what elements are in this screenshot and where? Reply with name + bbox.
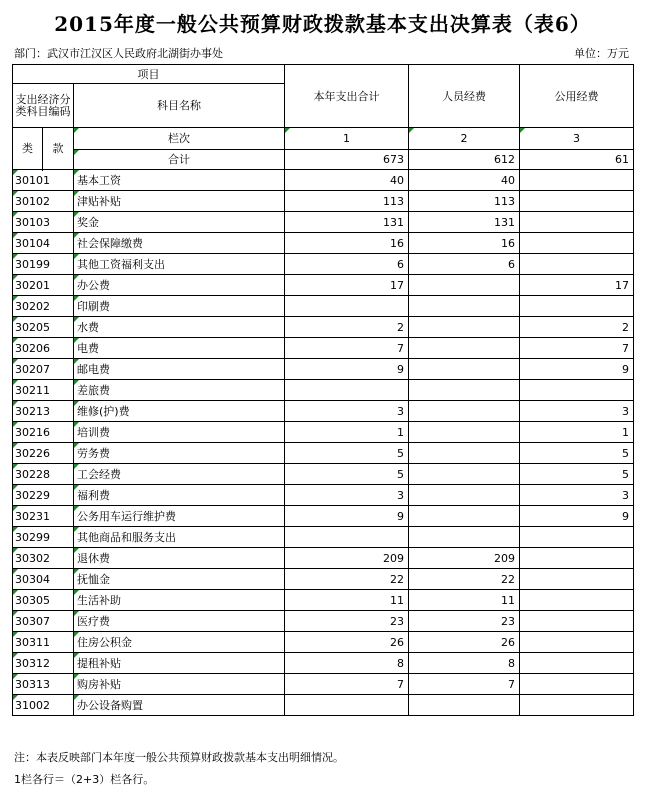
row-code: 30103 bbox=[13, 212, 74, 233]
row-personnel bbox=[409, 401, 520, 422]
row-total: 7 bbox=[285, 338, 409, 359]
row-personnel: 7 bbox=[409, 674, 520, 695]
col-number-2: 2 bbox=[409, 128, 520, 150]
row-total: 11 bbox=[285, 590, 409, 611]
table-row bbox=[13, 674, 634, 695]
table-row bbox=[13, 233, 634, 254]
row-public bbox=[520, 695, 634, 716]
row-personnel bbox=[409, 695, 520, 716]
row-public: 9 bbox=[520, 359, 634, 380]
row-code: 30213 bbox=[13, 401, 74, 422]
row-public bbox=[520, 170, 634, 191]
table-row bbox=[13, 338, 634, 359]
row-personnel: 23 bbox=[409, 611, 520, 632]
row-subject-name: 退休费 bbox=[74, 548, 285, 569]
table-row bbox=[13, 548, 634, 569]
row-subject-name: 水费 bbox=[74, 317, 285, 338]
row-code: 31002 bbox=[13, 695, 74, 716]
table-row bbox=[13, 296, 634, 317]
row-personnel bbox=[409, 527, 520, 548]
table-row bbox=[13, 485, 634, 506]
row-subject-name: 津贴补贴 bbox=[74, 191, 285, 212]
row-personnel: 16 bbox=[409, 233, 520, 254]
row-total bbox=[285, 527, 409, 548]
row-personnel bbox=[409, 485, 520, 506]
row-public bbox=[520, 254, 634, 275]
row-personnel bbox=[409, 296, 520, 317]
row-total: 22 bbox=[285, 569, 409, 590]
row-code: 30304 bbox=[13, 569, 74, 590]
row-code: 30216 bbox=[13, 422, 74, 443]
row-total bbox=[285, 380, 409, 401]
row-personnel bbox=[409, 317, 520, 338]
header-kuan: 款 bbox=[43, 128, 74, 170]
row-personnel: 209 bbox=[409, 548, 520, 569]
table-row bbox=[13, 422, 634, 443]
row-public: 1 bbox=[520, 422, 634, 443]
row-public bbox=[520, 548, 634, 569]
row-personnel bbox=[409, 359, 520, 380]
row-code: 30104 bbox=[13, 233, 74, 254]
row-public: 5 bbox=[520, 443, 634, 464]
row-public: 3 bbox=[520, 485, 634, 506]
row-total: 8 bbox=[285, 653, 409, 674]
row-code: 30305 bbox=[13, 590, 74, 611]
department-label: 部门：武汉市江汉区人民政府北湖街办事处 bbox=[14, 47, 223, 60]
heji-personnel: 612 bbox=[409, 150, 520, 170]
header-subject-name: 科目名称 bbox=[74, 84, 285, 128]
header-lei: 类 bbox=[13, 128, 43, 170]
row-total: 9 bbox=[285, 359, 409, 380]
row-public: 2 bbox=[520, 317, 634, 338]
row-subject-name: 医疗费 bbox=[74, 611, 285, 632]
row-subject-name: 社会保障缴费 bbox=[74, 233, 285, 254]
row-personnel bbox=[409, 422, 520, 443]
notes bbox=[14, 747, 344, 791]
row-subject-name: 基本工资 bbox=[74, 170, 285, 191]
row-subject-name: 办公费 bbox=[74, 275, 285, 296]
header-econ-code: 支出经济分类科目编码 bbox=[13, 84, 74, 128]
row-public bbox=[520, 233, 634, 254]
row-total: 40 bbox=[285, 170, 409, 191]
row-public bbox=[520, 191, 634, 212]
row-public bbox=[520, 527, 634, 548]
row-personnel: 26 bbox=[409, 632, 520, 653]
row-code: 30311 bbox=[13, 632, 74, 653]
row-public bbox=[520, 653, 634, 674]
row-public: 7 bbox=[520, 338, 634, 359]
row-total: 23 bbox=[285, 611, 409, 632]
row-code: 30228 bbox=[13, 464, 74, 485]
row-code: 30202 bbox=[13, 296, 74, 317]
row-total: 6 bbox=[285, 254, 409, 275]
row-total: 209 bbox=[285, 548, 409, 569]
table-row bbox=[13, 254, 634, 275]
row-code: 30226 bbox=[13, 443, 74, 464]
table-row bbox=[13, 506, 634, 527]
row-subject-name: 印刷费 bbox=[74, 296, 285, 317]
header-project: 项目 bbox=[13, 65, 285, 84]
row-personnel bbox=[409, 380, 520, 401]
col-number-1: 1 bbox=[285, 128, 409, 150]
row-personnel: 11 bbox=[409, 590, 520, 611]
row-personnel: 113 bbox=[409, 191, 520, 212]
heji-total: 673 bbox=[285, 150, 409, 170]
table-row bbox=[13, 653, 634, 674]
row-total: 5 bbox=[285, 464, 409, 485]
table-row bbox=[13, 695, 634, 716]
row-personnel bbox=[409, 338, 520, 359]
row-public: 9 bbox=[520, 506, 634, 527]
row-public bbox=[520, 674, 634, 695]
row-subject-name: 其他商品和服务支出 bbox=[74, 527, 285, 548]
row-public bbox=[520, 569, 634, 590]
row-code: 30307 bbox=[13, 611, 74, 632]
row-total: 5 bbox=[285, 443, 409, 464]
row-personnel: 22 bbox=[409, 569, 520, 590]
row-public bbox=[520, 611, 634, 632]
row-public: 17 bbox=[520, 275, 634, 296]
row-subject-name: 奖金 bbox=[74, 212, 285, 233]
row-total: 3 bbox=[285, 485, 409, 506]
row-code: 30206 bbox=[13, 338, 74, 359]
heji-label: 合计 bbox=[74, 150, 285, 170]
table-row bbox=[13, 170, 634, 191]
row-subject-name: 劳务费 bbox=[74, 443, 285, 464]
row-public bbox=[520, 380, 634, 401]
row-subject-name: 生活补助 bbox=[74, 590, 285, 611]
row-total: 113 bbox=[285, 191, 409, 212]
table-row bbox=[13, 569, 634, 590]
table-row bbox=[13, 380, 634, 401]
row-subject-name: 工会经费 bbox=[74, 464, 285, 485]
row-subject-name: 抚恤金 bbox=[74, 569, 285, 590]
row-code: 30201 bbox=[13, 275, 74, 296]
row-public bbox=[520, 590, 634, 611]
row-public bbox=[520, 212, 634, 233]
row-subject-name: 邮电费 bbox=[74, 359, 285, 380]
row-personnel bbox=[409, 464, 520, 485]
row-code: 30302 bbox=[13, 548, 74, 569]
row-subject-name: 福利费 bbox=[74, 485, 285, 506]
row-subject-name: 差旅费 bbox=[74, 380, 285, 401]
row-code: 30299 bbox=[13, 527, 74, 548]
row-code: 30205 bbox=[13, 317, 74, 338]
row-public: 3 bbox=[520, 401, 634, 422]
col-number-3: 3 bbox=[520, 128, 634, 150]
row-personnel bbox=[409, 506, 520, 527]
row-code: 30102 bbox=[13, 191, 74, 212]
row-public: 5 bbox=[520, 464, 634, 485]
table-row bbox=[13, 464, 634, 485]
heji-public: 61 bbox=[520, 150, 634, 170]
row-personnel: 40 bbox=[409, 170, 520, 191]
row-total: 7 bbox=[285, 674, 409, 695]
header-col-personnel: 人员经费 bbox=[409, 65, 520, 128]
row-total: 2 bbox=[285, 317, 409, 338]
row-total: 16 bbox=[285, 233, 409, 254]
page-title: 2015年度一般公共预算财政拨款基本支出决算表（表6） bbox=[54, 12, 591, 36]
table-row bbox=[13, 632, 634, 653]
row-total: 1 bbox=[285, 422, 409, 443]
row-total: 3 bbox=[285, 401, 409, 422]
row-total: 17 bbox=[285, 275, 409, 296]
table-row bbox=[13, 212, 634, 233]
row-total bbox=[285, 296, 409, 317]
table-row bbox=[13, 359, 634, 380]
row-subject-name: 电费 bbox=[74, 338, 285, 359]
row-subject-name: 其他工资福利支出 bbox=[74, 254, 285, 275]
note-1: 注：本表反映部门本年度一般公共预算财政拨款基本支出明细情况。 bbox=[14, 751, 344, 764]
row-subject-name: 培训费 bbox=[74, 422, 285, 443]
row-total: 9 bbox=[285, 506, 409, 527]
table-row bbox=[13, 401, 634, 422]
table-row bbox=[13, 275, 634, 296]
row-subject-name: 住房公积金 bbox=[74, 632, 285, 653]
row-code: 30199 bbox=[13, 254, 74, 275]
table-row bbox=[13, 527, 634, 548]
row-total: 26 bbox=[285, 632, 409, 653]
table-row bbox=[13, 191, 634, 212]
unit-label: 单位：万元 bbox=[574, 47, 629, 60]
row-subject-name: 维修(护)费 bbox=[74, 401, 285, 422]
row-code: 30207 bbox=[13, 359, 74, 380]
row-total bbox=[285, 695, 409, 716]
note-2: 1栏各行＝（2+3）栏各行。 bbox=[14, 773, 155, 786]
table-row bbox=[13, 611, 634, 632]
row-personnel bbox=[409, 275, 520, 296]
header-lanci: 栏次 bbox=[74, 128, 285, 150]
header-col-public: 公用经费 bbox=[520, 65, 634, 128]
row-code: 30101 bbox=[13, 170, 74, 191]
row-subject-name: 购房补贴 bbox=[74, 674, 285, 695]
row-public bbox=[520, 296, 634, 317]
row-code: 30312 bbox=[13, 653, 74, 674]
row-personnel bbox=[409, 443, 520, 464]
table-row bbox=[13, 443, 634, 464]
table-row bbox=[13, 590, 634, 611]
row-personnel: 131 bbox=[409, 212, 520, 233]
row-subject-name: 提租补贴 bbox=[74, 653, 285, 674]
row-public bbox=[520, 632, 634, 653]
budget-table bbox=[12, 64, 634, 716]
table-row bbox=[13, 317, 634, 338]
row-code: 30313 bbox=[13, 674, 74, 695]
row-subject-name: 公务用车运行维护费 bbox=[74, 506, 285, 527]
header-col-total: 本年支出合计 bbox=[285, 65, 409, 128]
row-code: 30229 bbox=[13, 485, 74, 506]
row-code: 30231 bbox=[13, 506, 74, 527]
row-code: 30211 bbox=[13, 380, 74, 401]
row-subject-name: 办公设备购置 bbox=[74, 695, 285, 716]
row-personnel: 6 bbox=[409, 254, 520, 275]
row-personnel: 8 bbox=[409, 653, 520, 674]
row-total: 131 bbox=[285, 212, 409, 233]
